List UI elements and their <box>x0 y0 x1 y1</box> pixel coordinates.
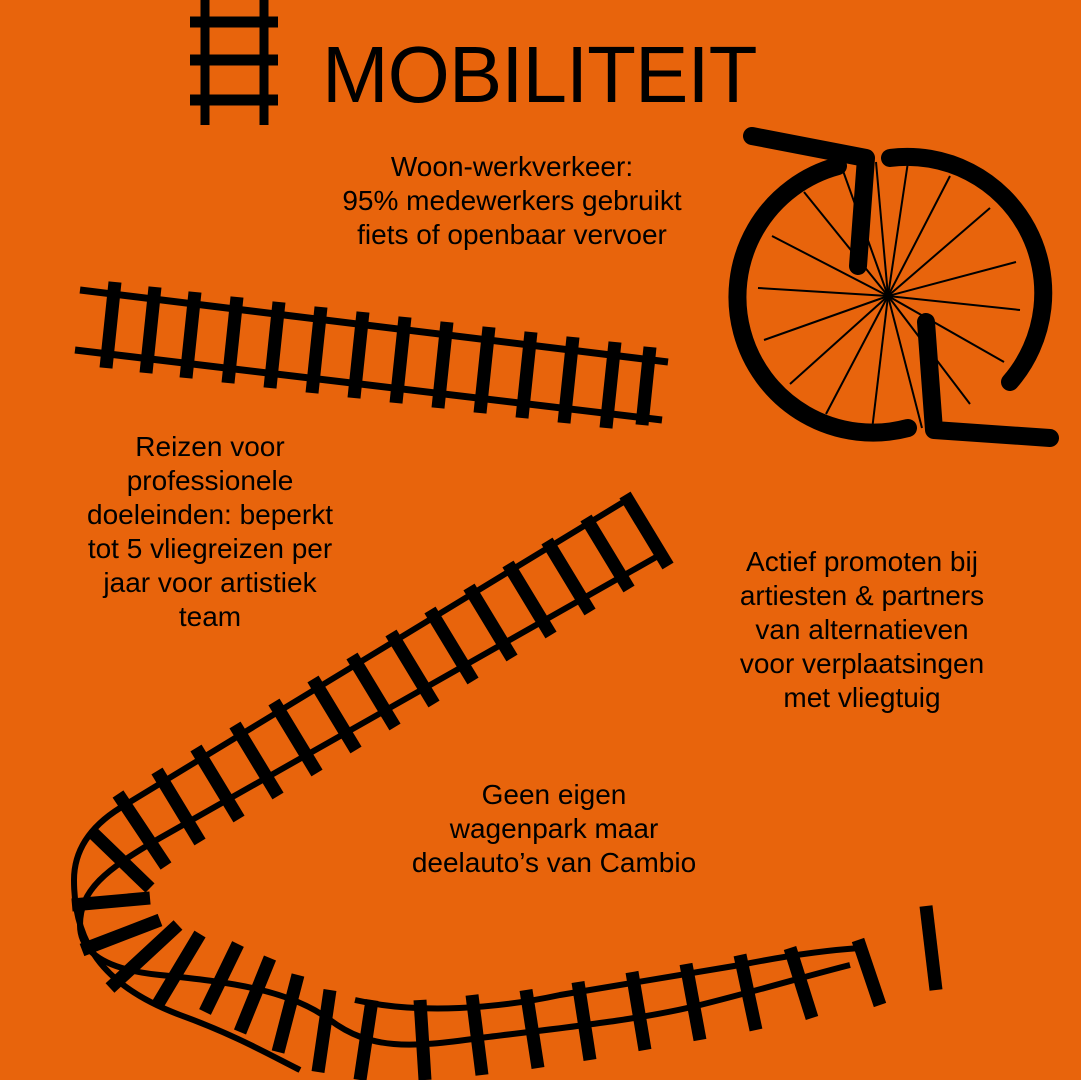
rail-track-icon-diagonal <box>75 282 668 428</box>
rail-track-icon-small <box>190 0 278 125</box>
promote-text: Actief promoten bij artiesten & partners van alternatieven voor verplaatsingen met vliegtuig <box>739 546 985 713</box>
page-title: MOBILITEIT <box>322 30 757 119</box>
commute-text: Woon-werkverkeer: 95% medewerkers gebruikt fiets of openbaar vervoer <box>342 151 682 250</box>
fleet-text: Geen eigen wagenpark maar deelauto’s van Cambio <box>411 779 697 878</box>
travel-text: Reizen voor professionele doeleinden: beperkt tot 5 vliegreizen per jaar voor artistiek team <box>87 431 333 632</box>
